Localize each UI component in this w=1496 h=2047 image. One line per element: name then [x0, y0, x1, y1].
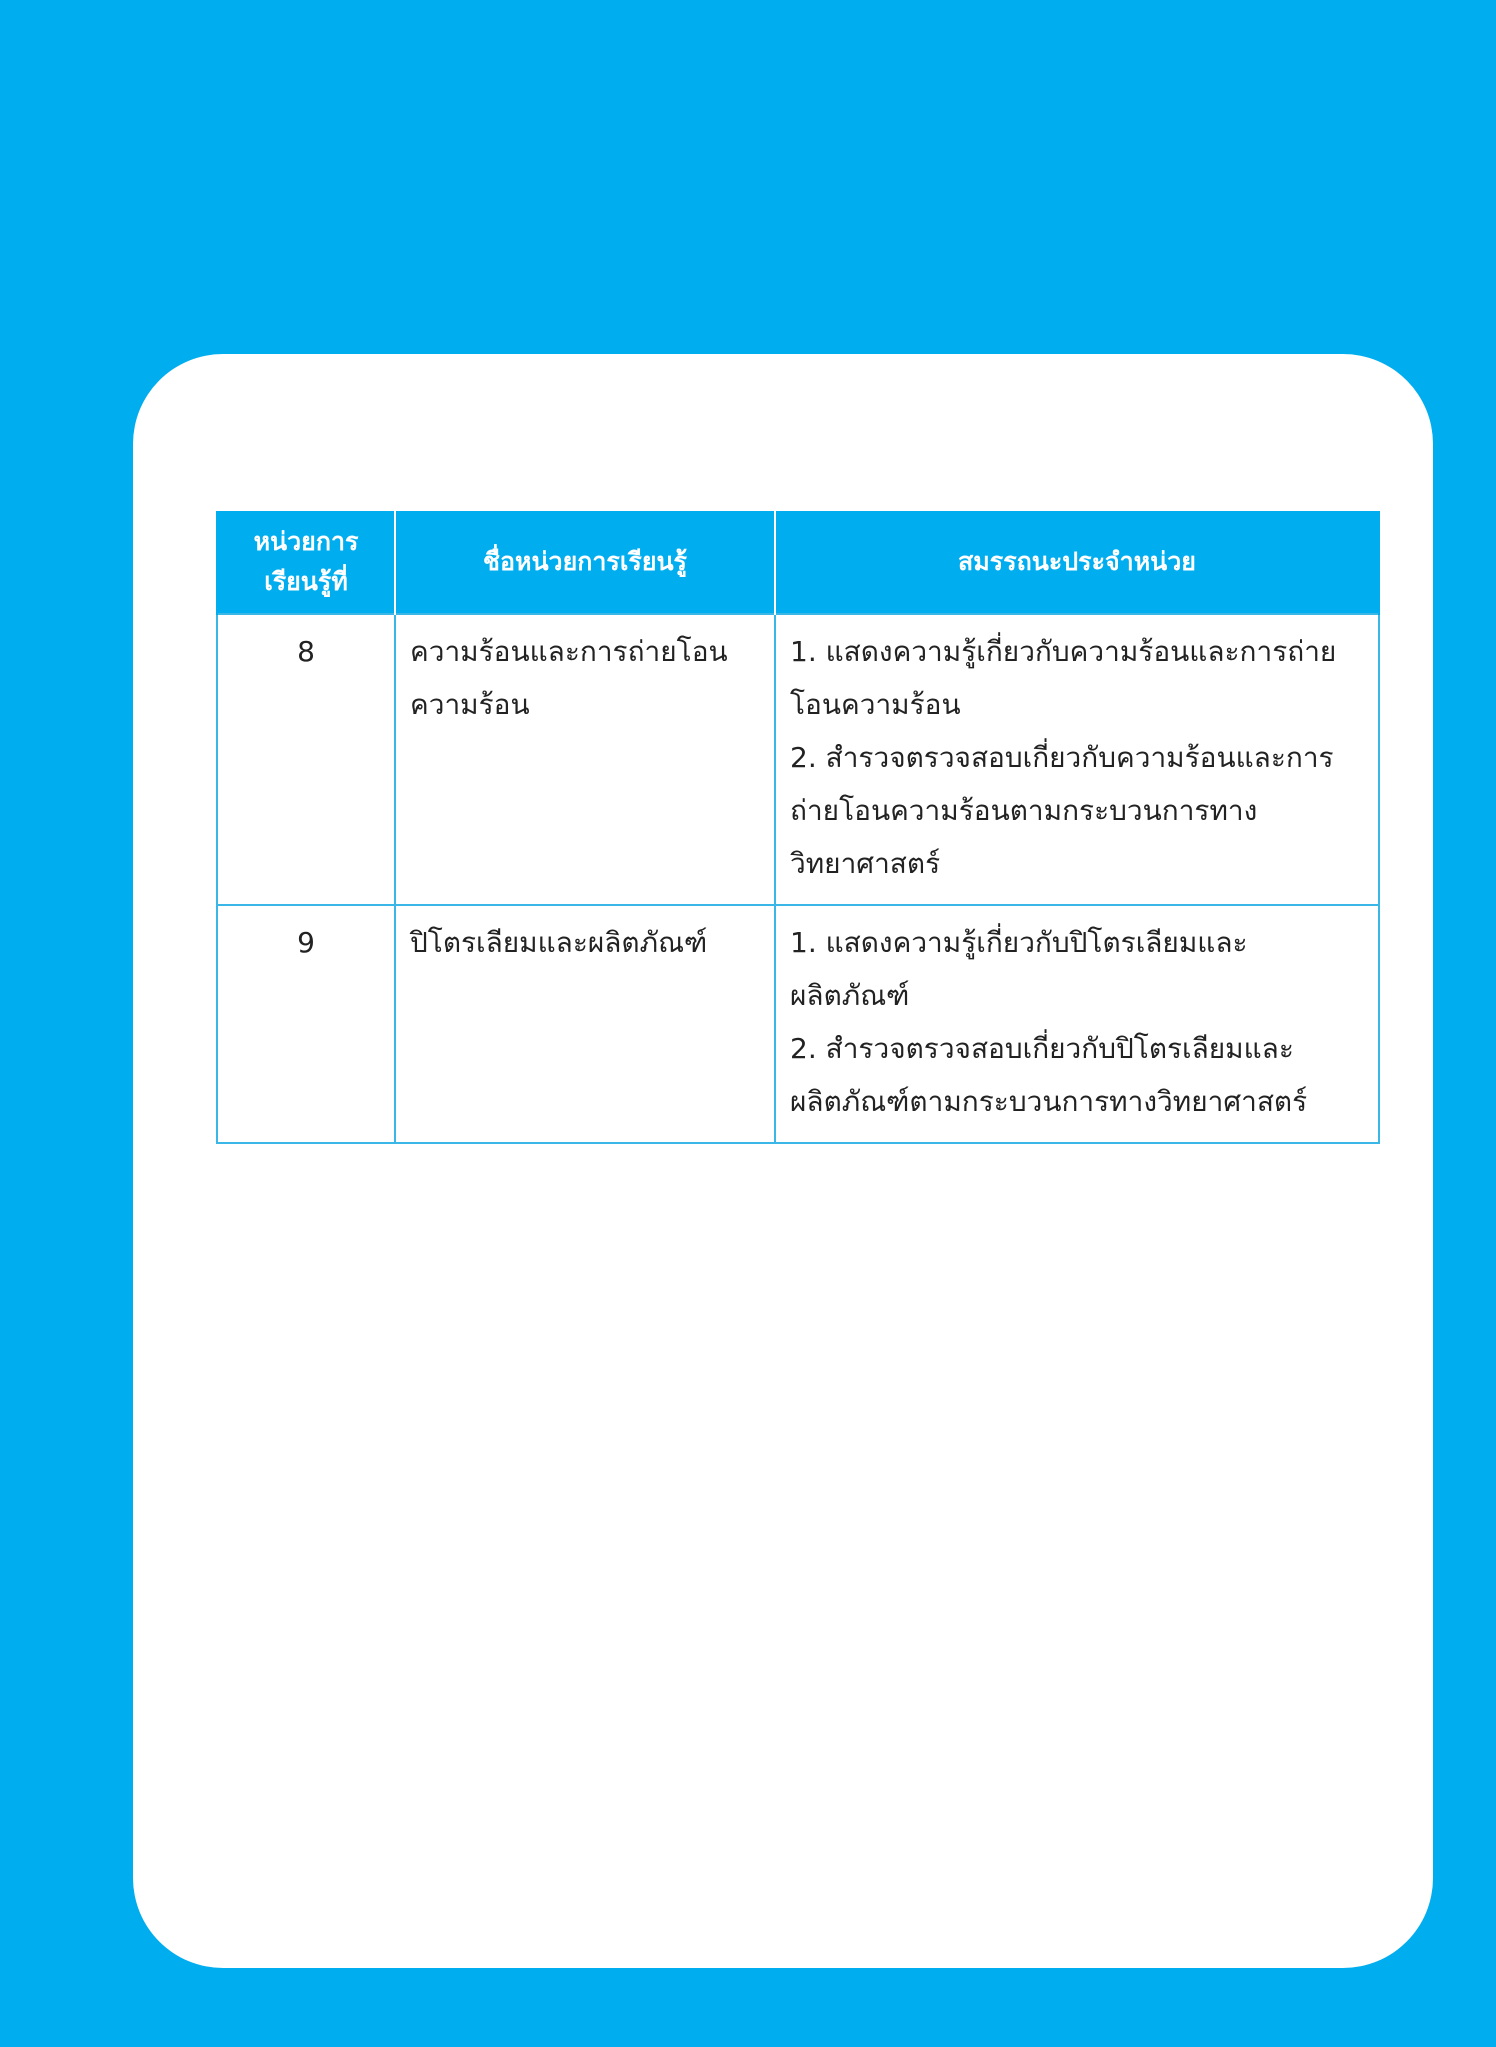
competency-item: 2. สำรวจตรวจสอบเกี่ยวกับความร้อนและการถ่ายโอนความร้อนตามกระบวนการทางวิทยาศาสตร์: [790, 741, 1334, 880]
competency-item: 1. แสดงความรู้เกี่ยวกับปิโตรเลียมและผลิตภัณฑ์: [790, 926, 1248, 1012]
table-row: [217, 614, 1379, 905]
unit-competency: [775, 614, 1379, 905]
unit-competency: [775, 905, 1379, 1143]
learning-units-table: [216, 511, 1380, 1144]
unit-number: 8: [217, 614, 395, 905]
competency-item: 2. สำรวจตรวจสอบเกี่ยวกับปิโตรเลียมและผลิตภัณฑ์ตามกระบวนการทางวิทยาศาสตร์: [790, 1032, 1308, 1118]
header-unit-name: ชื่อหน่วยการเรียนรู้: [395, 511, 775, 614]
table-header-row: [217, 511, 1379, 614]
table-row: [217, 905, 1379, 1143]
unit-name: ความร้อนและการถ่ายโอนความร้อน: [395, 614, 775, 905]
header-unit-number: หน่วยการเรียนรู้ที่: [217, 511, 395, 614]
unit-name: ปิโตรเลียมและผลิตภัณฑ์: [395, 905, 775, 1143]
unit-number: 9: [217, 905, 395, 1143]
header-competency: สมรรถนะประจำหน่วย: [775, 511, 1379, 614]
competency-item: 1. แสดงความรู้เกี่ยวกับความร้อนและการถ่ายโอนความร้อน: [790, 635, 1337, 721]
